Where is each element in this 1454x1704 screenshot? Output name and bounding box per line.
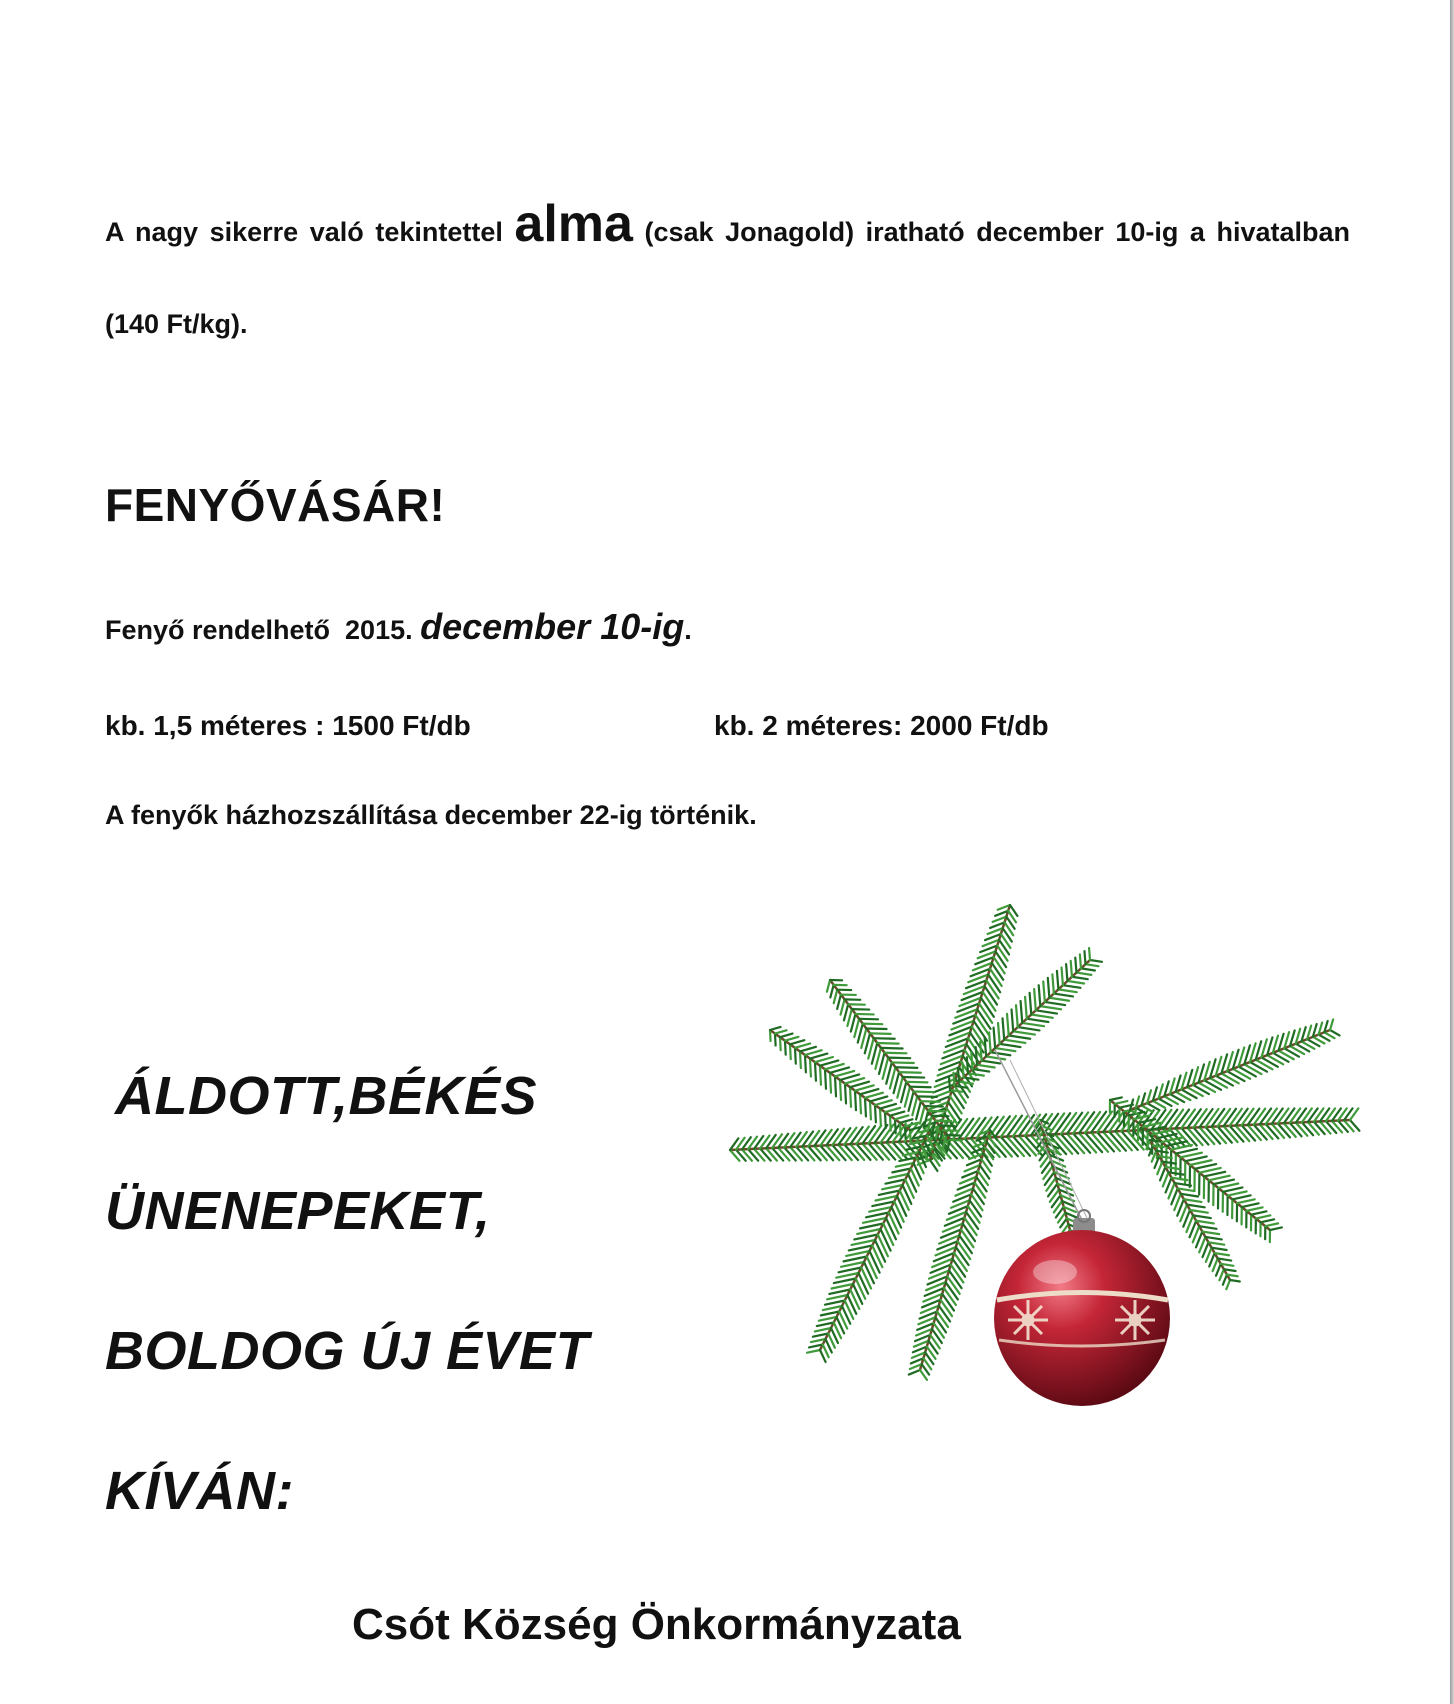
greeting-line-1: ÁLDOTT,BÉKÉS: [115, 1066, 537, 1126]
fir-sale-heading: FENYŐVÁSÁR!: [105, 479, 446, 531]
greeting-line-3: BOLDOG ÚJ ÉVET: [105, 1321, 590, 1381]
order-date: december 10-ig: [420, 606, 685, 647]
delivery-note: A fenyők házhozszállítása december 22-ig történik.: [105, 800, 757, 830]
page-edge: [1450, 0, 1454, 1704]
greeting-line-4: KÍVÁN:: [105, 1461, 294, 1521]
order-deadline: [105, 606, 692, 648]
order-suffix: .: [684, 615, 692, 645]
greeting-line-2: ÜNENEPEKET,: [105, 1181, 491, 1241]
apple-announcement: [105, 178, 1350, 370]
order-prefix: Fenyő rendelhető 2015.: [105, 615, 421, 645]
announcement-intro: A nagy sikerre való tekintettel: [105, 217, 515, 247]
announcement-highlight: alma: [514, 195, 633, 253]
announcement-rest: (csak Jonagold) iratható december 10-ig a hivatalban (140 Ft/kg).: [105, 217, 1351, 339]
fir-branch-with-ornament-icon: [710, 900, 1400, 1460]
signature: Csót Község Önkormányzata: [352, 1600, 961, 1649]
price-small-tree: kb. 1,5 méteres : 1500 Ft/db: [105, 710, 471, 741]
price-large-tree: kb. 2 méteres: 2000 Ft/db: [714, 710, 1049, 741]
